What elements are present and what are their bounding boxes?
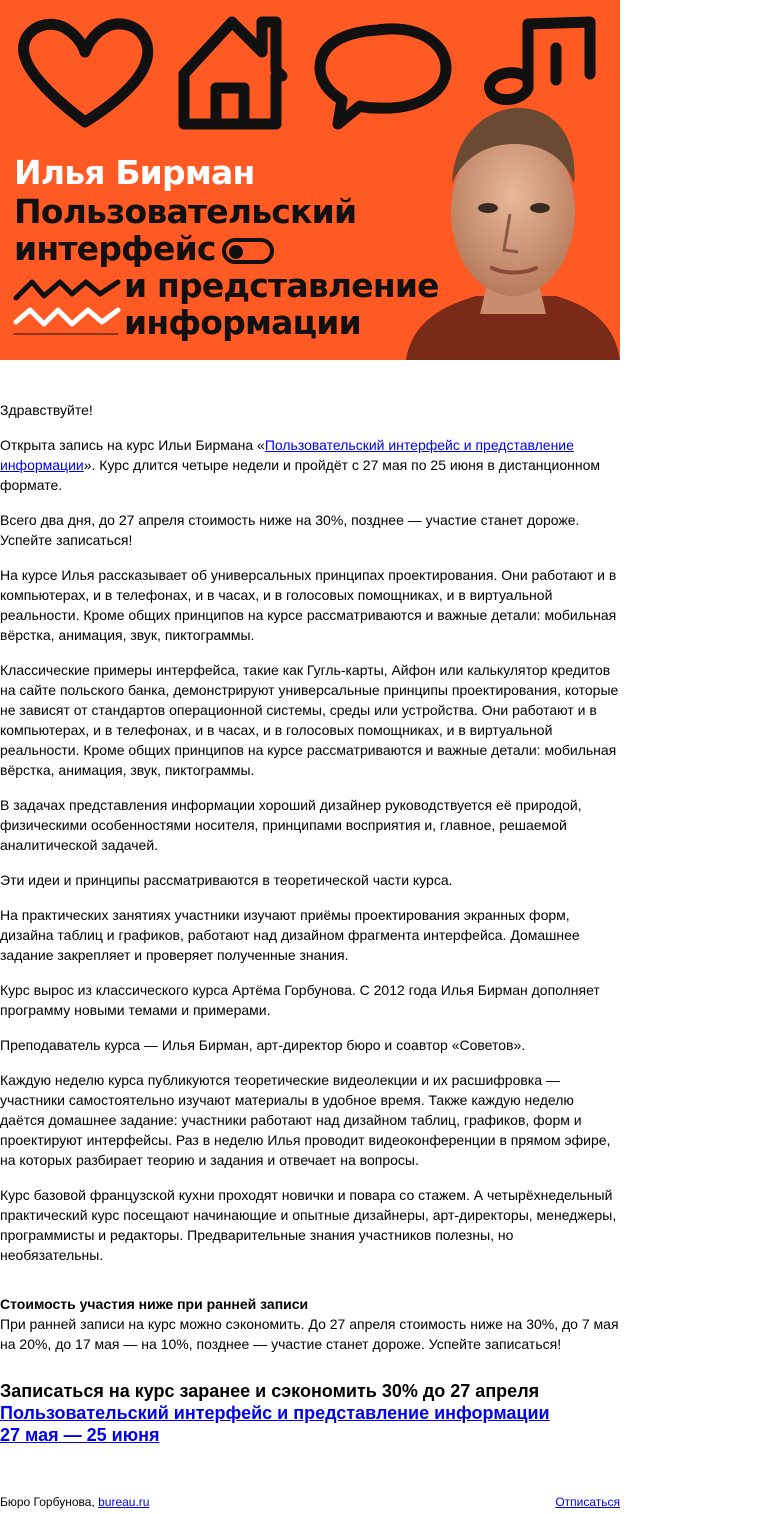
signup-heading: Записаться на курс заранее и сэкономить 30% до 27 апреля xyxy=(0,1381,540,1401)
paragraph: Каждую неделю курса публикуются теоретические видеолекции и их расшифровка — участники самостоятельно изучают материалы в удобное время. Также каждую неделю даётся домашнее задание: участники работают над дизайном таблиц, графиков, форм и проектируют интерфейсы. Раз в неделю Илья проводит видеоконференции в прямом эфире, на которых разбирает теорию и задания и отвечает на вопросы. xyxy=(0,1072,611,1168)
music-note-icon xyxy=(490,22,590,100)
paragraph: Курс вырос из классического курса Артёма Горбунова. С 2012 года Илья Бирман дополняет программу новыми темами и примерами. xyxy=(0,982,600,1018)
intro-paragraph: Открыта запись на курс Ильи Бирмана «Пользовательский интерфейс и представление информации». Курс длится четыре недели и пройдёт с 27 мая по 25 июня в дистанционном формате. xyxy=(0,437,600,493)
banner-title-line-2: Пользовательский xyxy=(14,192,357,231)
letter-content xyxy=(0,360,620,1510)
paragraph: В задачах представления информации хороший дизайнер руководствуется её природой, физическими особенностями носителя, принципами восприятия и, главное, решаемой аналитической задачей. xyxy=(0,797,582,853)
heart-icon xyxy=(24,24,148,122)
signup-block xyxy=(0,1380,620,1446)
site-link[interactable]: bureau.ru xyxy=(98,1495,150,1509)
cost-heading: Стоимость участия ниже при ранней записи xyxy=(0,1296,309,1312)
course-link[interactable]: Пользовательский интерфейс и представление информации xyxy=(0,437,574,473)
course-title-link[interactable]: Пользовательский интерфейс и представление информации xyxy=(0,1403,550,1423)
house-icon xyxy=(184,22,282,124)
footer-org: Бюро Горбунова, bureau.ru xyxy=(0,1495,150,1509)
footer xyxy=(0,1494,620,1510)
paragraph: Классические примеры интерфейса, такие как Гугль-карты, Айфон или калькулятор кредитов на сайте польского банка, демонстрируют универсальные принципы проектирования, которые не зависят от стандартов операционной системы, среды или устройства. Они работают и в компьютерах, и в телефонах, и в часах, и в голосовых помощниках, и в виртуальной реальности. Кроме общих принципов на курсе рассматриваются и важные детали: мобильная вёрстка, анимация, звук, пиктограммы. xyxy=(0,662,619,778)
paragraph: Курс базовой французской кухни проходят новички и повара со стажем. А четырёхнедельный практический курс посещают начинающие и опытные дизайнеры, арт-директоры, менеджеры, программисты и редакторы. Предварительные знания участников полезны, но необязательны. xyxy=(0,1187,617,1263)
greeting: Здравствуйте! xyxy=(0,402,93,418)
toggle-switch-icon xyxy=(222,238,274,264)
cost-text: При ранней записи на курс можно сэкономить. До 27 апреля стоимость ниже на 30%, до 7 мая на 20%, до 17 мая — на 10%, позднее — участие станет дороже. Успейте записаться! xyxy=(0,1316,619,1352)
paragraph: Всего два дня, до 27 апреля стоимость ниже на 30%, позднее — участие станет дороже. Успейте записаться! xyxy=(0,512,580,548)
paragraph: Эти идеи и принципы рассматриваются в теоретической части курса. xyxy=(0,872,453,888)
paragraph: Преподаватель курса — Илья Бирман, арт-директор бюро и соавтор «Советов». xyxy=(0,1037,526,1053)
paragraph: На курсе Илья рассказывает об универсальных принципах проектирования. Они работают и в компьютерах, и в телефонах, и в часах, и в голосовых помощниках, и в виртуальной реальности. Кроме общих принципов на курсе рассматриваются и важные детали: мобильная вёрстка, анимация, звук, пиктограммы. xyxy=(0,567,617,643)
banner-title-line-3: интерфейс xyxy=(14,230,439,267)
paragraph: На практических занятиях участники изучают приёмы проектирования экранных форм, дизайна таблиц и графиков, работают над дизайном фрагмента интерфейса. Домашнее задание закрепляет и проверяет полученные знания. xyxy=(0,907,580,963)
banner-title-line-5: информации xyxy=(124,303,361,342)
banner-author: Илья Бирман xyxy=(14,153,255,192)
unsubscribe-link[interactable]: Отписаться xyxy=(555,1495,620,1509)
course-banner[interactable] xyxy=(0,0,620,360)
banner-title-line-4: и представление xyxy=(124,266,439,305)
banner-title xyxy=(14,154,439,341)
course-dates-link[interactable]: 27 мая — 25 июня xyxy=(0,1425,160,1445)
